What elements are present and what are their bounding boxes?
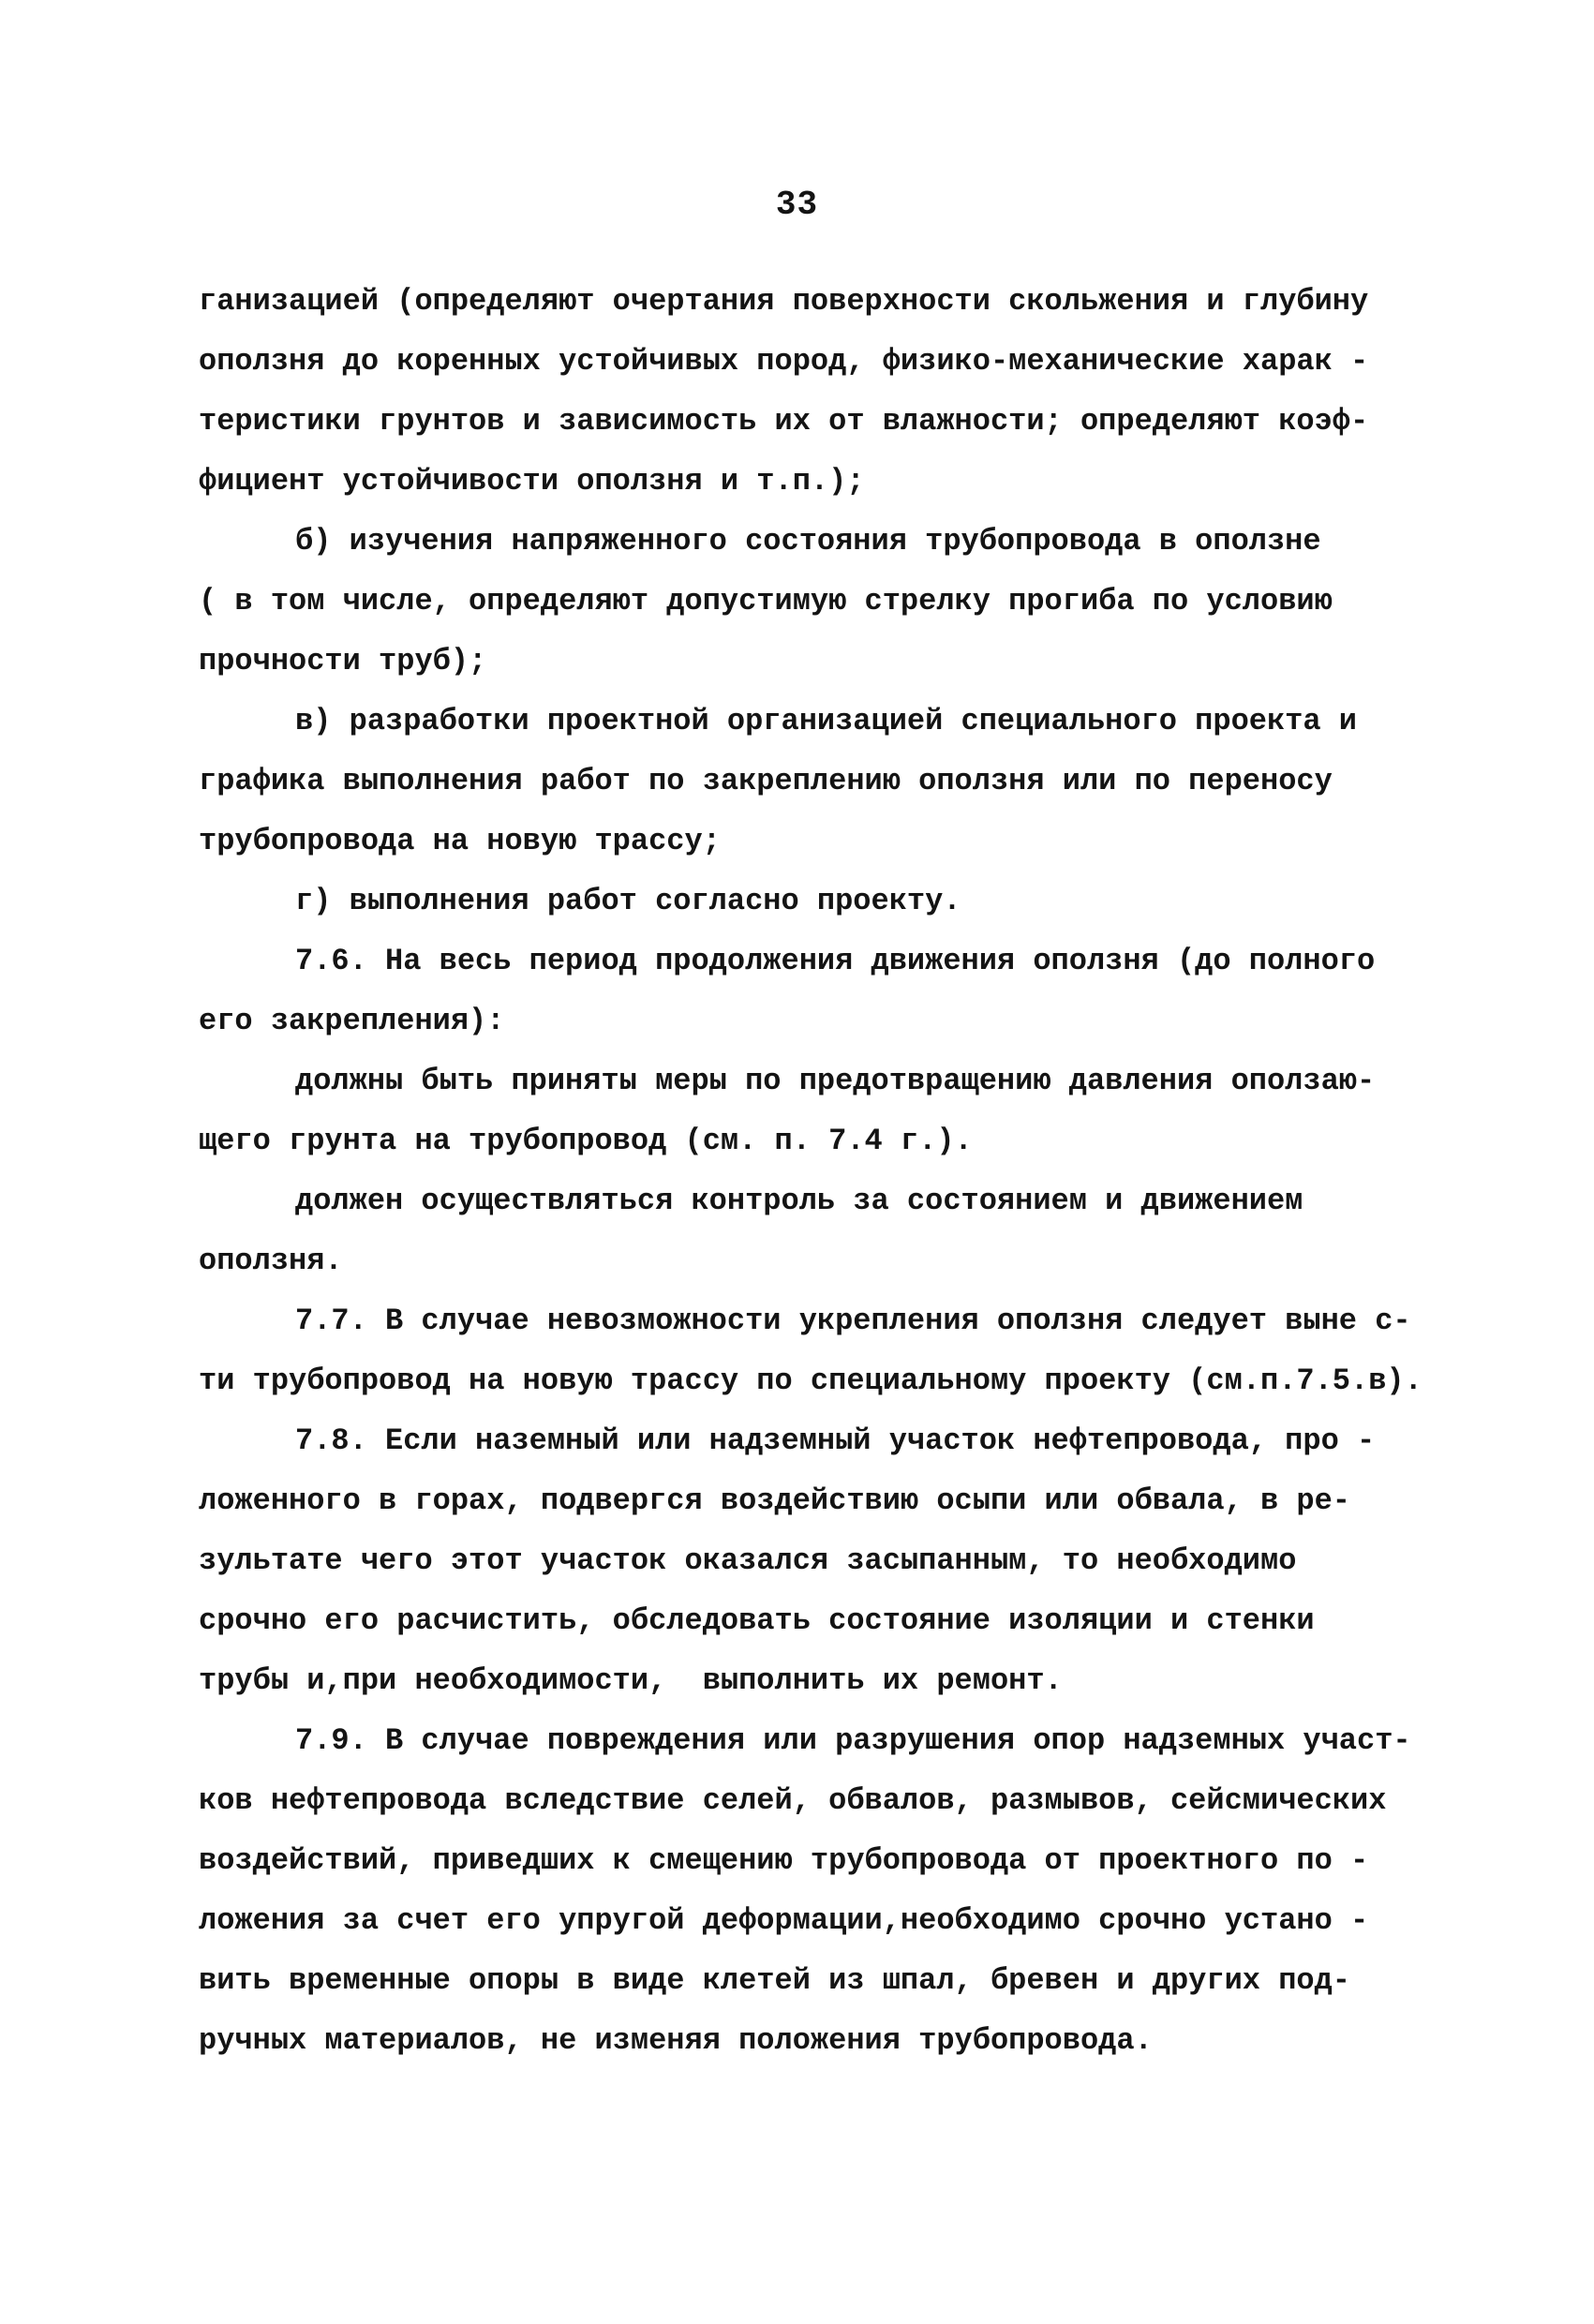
text-line: трубы и,при необходимости, выполнить их ремонт. [199,1663,1063,1698]
text-line: трубопровода на новую трассу; [199,824,721,858]
text-line: фициент устойчивости оползня и т.п.); [199,464,865,499]
text-line: ложения за счет его упругой деформации,необходимо срочно устано - [199,1903,1369,1938]
section-7-7: 7.7. В случае невозможности укрепления оползня следует выне с- [295,1304,1411,1338]
section-7-9: 7.9. В случае повреждения или разрушения опор надземных участ- [295,1723,1411,1758]
text-line: должен осуществляться контроль за состоянием и движением [295,1184,1304,1218]
text-line: вить временные опоры в виде клетей из шпал, бревен и других под- [199,1963,1350,1998]
text-line: зультате чего этот участок оказался засыпанным, то необходимо [199,1543,1297,1578]
text-line: оползня. [199,1244,343,1278]
text-line: теристики грунтов и зависимость их от влажности; определяют коэф- [199,404,1369,439]
section-7-6: 7.6. На весь период продолжения движения оползня (до полного [295,944,1376,978]
text-line: ( в том числе, определяют допустимую стрелку прогиба по условию [199,584,1333,618]
text-line: ти трубопровод на новую трассу по специальному проекту (см.п.7.5.в). [199,1363,1423,1398]
text-line: воздействий, приведших к смещению трубопровода от проектного по - [199,1843,1369,1878]
text-line: должны быть приняты меры по предотвращению давления оползаю- [295,1064,1376,1098]
page-number: 33 [775,186,819,224]
list-item-v: в) разработки проектной организацией специального проекта и [295,704,1357,738]
text-line: ручных материалов, не изменяя положения трубопровода. [199,2023,1153,2058]
text-line: щего грунта на трубопровод (см. п. 7.4 г.). [199,1124,973,1158]
text-line: графика выполнения работ по закреплению оползня или по переносу [199,764,1333,798]
text-line: оползня до коренных устойчивых пород, физико-механические харак - [199,344,1369,379]
text-line: срочно его расчистить, обследовать состояние изоляции и стенки [199,1603,1315,1638]
text-line: прочности труб); [199,644,487,678]
text-line: ков нефтепровода вследствие селей, обвалов, размывов, сейсмических [199,1783,1387,1818]
document-body [199,272,1464,2071]
list-item-b: б) изучения напряженного состояния трубопровода в оползне [295,524,1321,559]
text-line: его закрепления): [199,1004,505,1038]
text-line: ганизацией (определяют очертания поверхности скольжения и глубину [199,284,1369,319]
text-line: ложенного в горах, подвергся воздействию осыпи или обвала, в ре- [199,1483,1350,1518]
section-7-8: 7.8. Если наземный или надземный участок нефтепровода, про - [295,1423,1376,1458]
list-item-g: г) выполнения работ согласно проекту. [295,884,961,918]
